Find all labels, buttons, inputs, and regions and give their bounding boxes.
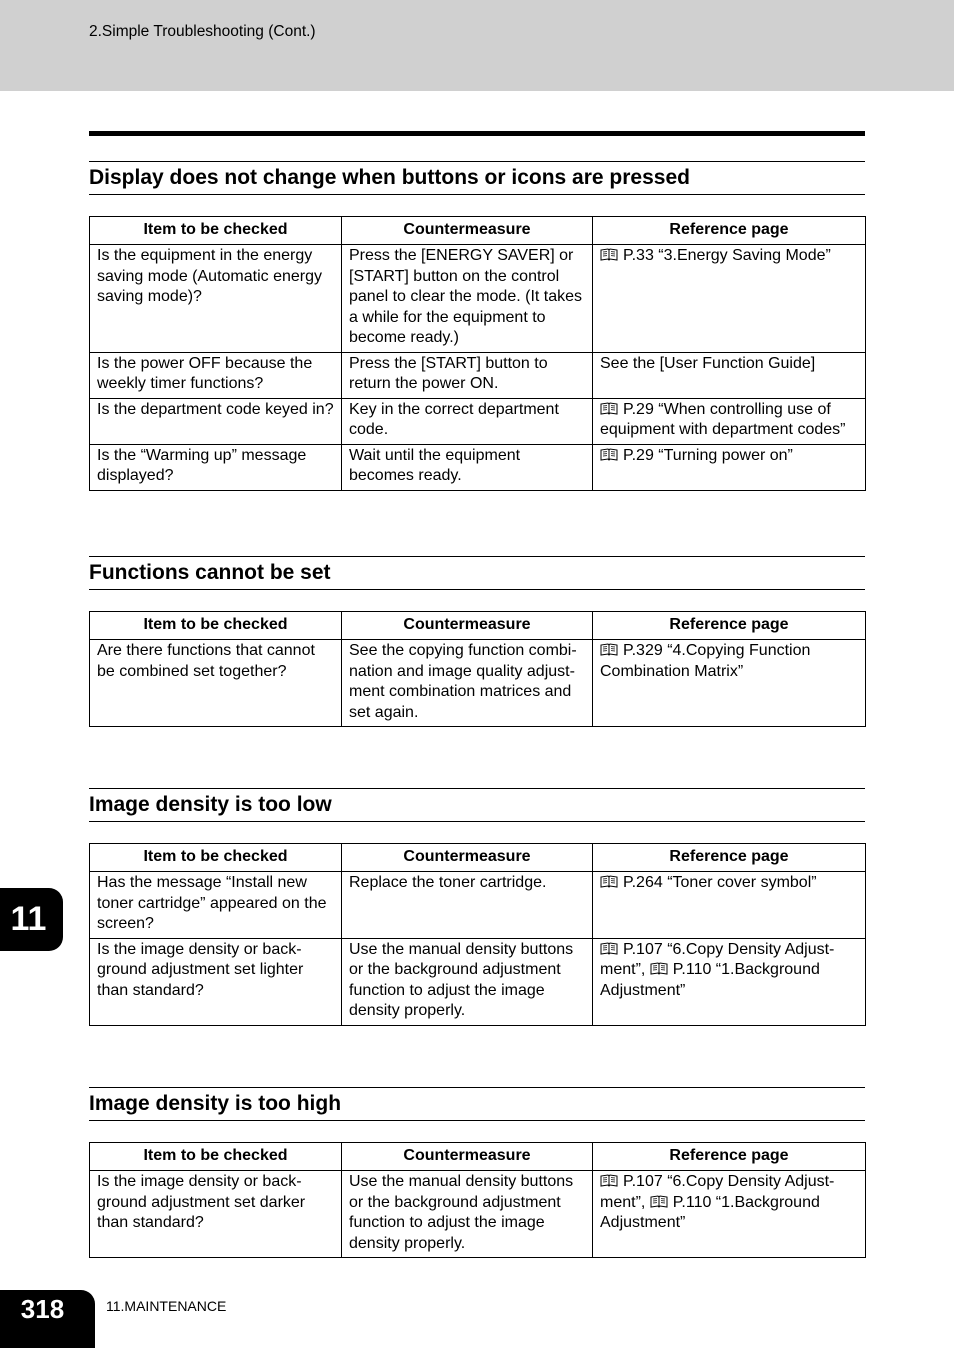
reference-text: P.29 “When controlling use of equipment with department codes”: [600, 400, 846, 438]
troubleshooting-table: [89, 843, 866, 1026]
book-icon: [600, 643, 618, 656]
item-cell: Is the power OFF because the weekly timer functions?: [90, 352, 342, 398]
section-title: Image density is too low: [89, 788, 865, 822]
item-cell: Has the message “Install new toner cartridge” appeared on the screen?: [90, 872, 342, 939]
table-row: [90, 398, 866, 444]
table-row: [90, 444, 866, 490]
countermeasure-cell: See the copying function combi-nation and image quality adjust-ment combination matrices and set again.: [342, 640, 593, 727]
chapter-title: 11.MAINTENANCE: [106, 1298, 227, 1314]
table-row: [90, 1171, 866, 1258]
page-number: 318: [0, 1290, 95, 1348]
column-header-item: Item to be checked: [90, 844, 342, 872]
header-band: [0, 0, 954, 91]
reference-text: P.110 “1.Background Adjustment”: [600, 1193, 820, 1231]
countermeasure-cell: Press the [START] button to return the power ON.: [342, 352, 593, 398]
section-title: Display does not change when buttons or icons are pressed: [89, 161, 865, 195]
reference-cell: [593, 1171, 866, 1258]
reference-text: P.33 “3.Energy Saving Mode”: [623, 247, 831, 264]
reference-cell: [593, 938, 866, 1025]
item-cell: Is the image density or back-ground adjustment set darker than standard?: [90, 1171, 342, 1258]
book-icon: [600, 448, 618, 461]
book-icon: [600, 942, 618, 955]
book-icon: [600, 402, 618, 415]
column-header-countermeasure: Countermeasure: [342, 217, 593, 245]
breadcrumb: 2.Simple Troubleshooting (Cont.): [89, 23, 316, 40]
reference-cell: [593, 398, 866, 444]
book-icon: [600, 248, 618, 261]
countermeasure-cell: Use the manual density buttons or the background adjustment function to adjust the image density properly.: [342, 1171, 593, 1258]
troubleshooting-table: [89, 611, 866, 727]
table-header-row: [90, 612, 866, 640]
reference-cell: [593, 245, 866, 353]
table-row: [90, 352, 866, 398]
book-icon: [650, 1195, 668, 1208]
table-row: [90, 872, 866, 939]
column-header-item: Item to be checked: [90, 1143, 342, 1171]
column-header-reference: Reference page: [593, 612, 866, 640]
reference-cell: [593, 640, 866, 727]
item-cell: Are there functions that cannot be combined set together?: [90, 640, 342, 727]
column-header-item: Item to be checked: [90, 612, 342, 640]
item-cell: Is the equipment in the energy saving mode (Automatic energy saving mode)?: [90, 245, 342, 353]
column-header-countermeasure: Countermeasure: [342, 1143, 593, 1171]
book-icon: [600, 1174, 618, 1187]
chapter-tab: 11: [0, 888, 63, 951]
countermeasure-cell: Press the [ENERGY SAVER] or [START] button on the control panel to clear the mode. (It takes a while for the equipment to become ready.): [342, 245, 593, 353]
section-title: Functions cannot be set: [89, 556, 865, 590]
reference-text: P.107 “6.Copy Density Adjust-ment”,: [600, 940, 835, 978]
troubleshooting-table: [89, 1142, 866, 1258]
reference-cell: [593, 872, 866, 939]
countermeasure-cell: Use the manual density buttons or the background adjustment function to adjust the image density properly.: [342, 938, 593, 1025]
table-header-row: [90, 844, 866, 872]
section-density-too-high: [89, 1087, 865, 1258]
countermeasure-cell: Wait until the equipment becomes ready.: [342, 444, 593, 490]
top-rule: [89, 131, 865, 136]
table-row: [90, 245, 866, 353]
column-header-reference: Reference page: [593, 844, 866, 872]
section-display-not-change: [89, 161, 865, 491]
table-row: [90, 938, 866, 1025]
reference-cell: [593, 444, 866, 490]
column-header-reference: Reference page: [593, 1143, 866, 1171]
table-header-row: [90, 1143, 866, 1171]
section-density-too-low: [89, 788, 865, 1026]
book-icon: [650, 962, 668, 975]
reference-text: See the [User Function Guide]: [600, 354, 816, 372]
column-header-reference: Reference page: [593, 217, 866, 245]
section-title: Image density is too high: [89, 1087, 865, 1121]
countermeasure-cell: Key in the correct department code.: [342, 398, 593, 444]
item-cell: Is the department code keyed in?: [90, 398, 342, 444]
troubleshooting-table: [89, 216, 866, 491]
reference-text: P.29 “Turning power on”: [623, 446, 793, 464]
reference-text: P.107 “6.Copy Density Adjust-ment”,: [600, 1173, 835, 1211]
section-functions-cannot-be-set: [89, 556, 865, 727]
book-icon: [600, 875, 618, 888]
reference-text: P.264 “Toner cover symbol”: [623, 874, 817, 891]
item-cell: Is the “Warming up” message displayed?: [90, 444, 342, 490]
column-header-countermeasure: Countermeasure: [342, 844, 593, 872]
reference-cell: [593, 352, 866, 398]
column-header-item: Item to be checked: [90, 217, 342, 245]
reference-text: P.329 “4.Copying Function Combination Matrix”: [600, 642, 811, 680]
countermeasure-cell: Replace the toner cartridge.: [342, 872, 593, 939]
item-cell: Is the image density or back-ground adjustment set lighter than standard?: [90, 938, 342, 1025]
column-header-countermeasure: Countermeasure: [342, 612, 593, 640]
table-header-row: [90, 217, 866, 245]
reference-text: P.110 “1.Background Adjustment”: [600, 961, 820, 999]
table-row: [90, 640, 866, 727]
